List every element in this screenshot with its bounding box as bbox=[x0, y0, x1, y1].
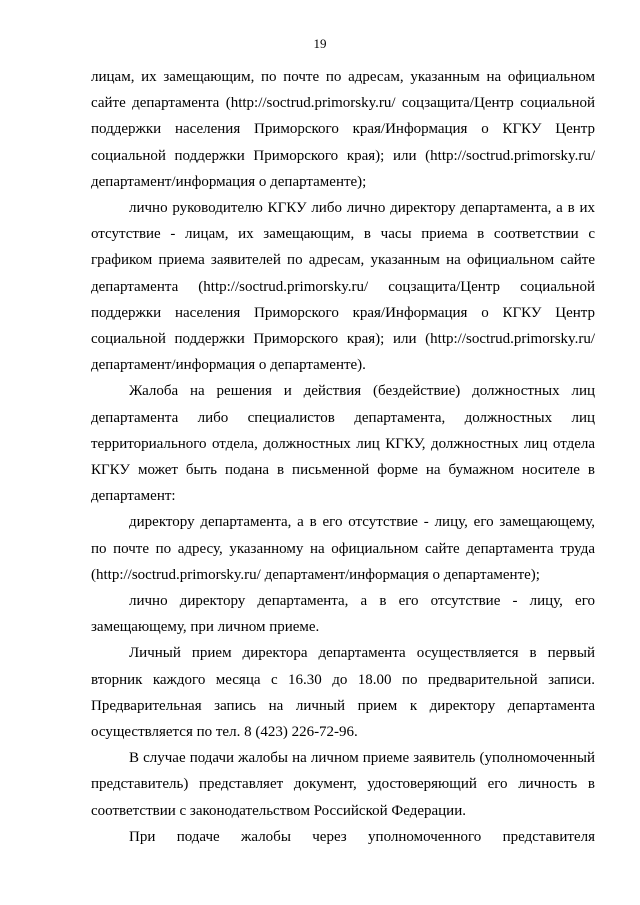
paragraph-representative: При подаче жалобы через уполномоченного представителя bbox=[129, 828, 595, 845]
paragraph-identity-document: В случае подачи жалобы на личном приеме заявитель (уполномоченный представитель) представляет документ, удостоверяющий его личность в соответствии с законодательством Российской Федерации. bbox=[91, 750, 595, 819]
paragraph-reception-schedule: Личный прием директора департамента осуществляется в первый вторник каждого месяца с 16.30 до 18.00 по предварительной записи. Предварительная запись на личный прием к директору департамента осуществляется по тел. 8 (423) 226-72-96. bbox=[91, 645, 595, 741]
paragraph-complaint-written-form: Жалоба на решения и действия (бездействие) должностных лиц департамента либо специалистов департамента, должностных лиц территориального отдела, должностных лиц КГКУ, должностных лиц отдела КГКУ может быть подана в письменной форме на бумажном носителе в департамент: bbox=[91, 383, 595, 505]
document-body bbox=[91, 64, 595, 850]
paragraph-director-in-person: лично директору департамента, а в его отсутствие - лицу, его замещающему, при личном приеме. bbox=[91, 593, 595, 636]
paragraph-director-by-mail: директору департамента, а в его отсутствие - лицу, его замещающему, по почте по адресу, указанному на официальном сайте департамента труда (http://soctrud.primorsky.ru/ департамент/информация о департаменте); bbox=[91, 514, 595, 583]
paragraph-mail-addresses: лицам, их замещающим, по почте по адресам, указанным на официальном сайте департамента (http://soctrud.primorsky.ru/ соцзащита/Центр социальной поддержки населения Приморского края/Информация о КГКУ Центр социальной поддержки Приморского края); или (http://soctrud.primorsky.ru/ департамент/информация о департаменте); bbox=[91, 69, 595, 190]
paragraph-in-person-submission: лично руководителю КГКУ либо лично директору департамента, а в их отсутствие - лицам, их замещающим, в часы приема в соответствии с графиком приема заявителей по адресам, указанным на официальном сайте департамента (http://soctrud.primorsky.ru/ соцзащита/Центр социальной поддержки населения Приморского края/Информация о КГКУ Центр социальной поддержки Приморского края); или (http://soctrud.primorsky.ru/ департамент/информация о департаменте). bbox=[91, 200, 595, 374]
page-number: 19 bbox=[313, 36, 327, 51]
